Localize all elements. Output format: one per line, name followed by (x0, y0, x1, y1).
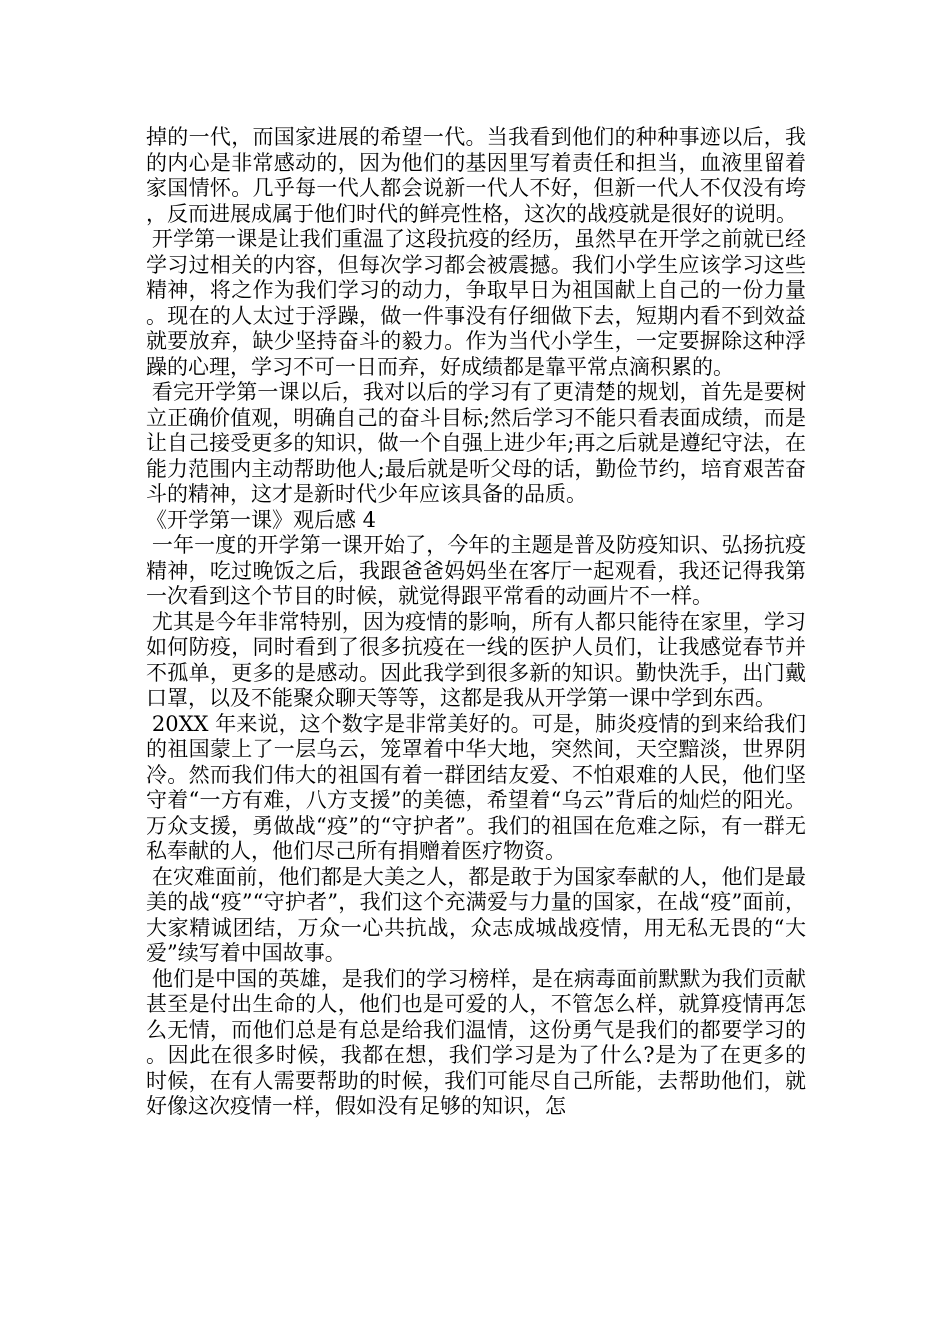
paragraph-6: 20XX 年来说，这个数字是非常美好的。可是，肺炎疫情的到来给我们的祖国蒙上了一层乌云，笼罩着中华大地，突然间，天空黯淡，世界阴冷。然而我们伟大的祖国有着一群团结友爱、不怕艰难的人民，他们坚守着“一方有难，八方支援”的美德，希望着“乌云”背后的灿烂的阳光。万众支援，勇做战“疫”的“守护者”。我们的祖国在危难之际，有一群无私奉献的人，他们尽己所有捐赠着医疗物资。 (146, 711, 806, 863)
document-body (146, 125, 806, 1120)
paragraph-4: 一年一度的开学第一课开始了，今年的主题是普及防疫知识、弘扬抗疫精神，吃过晚饭之后，我跟爸爸妈妈坐在客厅一起观看，我还记得我第一次看到这个节目的时候，就觉得跟平常看的动画片不一样。 (146, 533, 806, 608)
paragraph-5: 尤其是今年非常特别，因为疫情的影响，所有人都只能待在家里，学习如何防疫，同时看到了很多抗疫在一线的医护人员们，让我感觉春节并不孤单，更多的是感动。因此我学到很多新的知识。勤快洗手，出门戴口罩，以及不能聚众聊天等等，这都是我从开学第一课中学到东西。 (146, 609, 806, 710)
paragraph-7: 在灾难面前，他们都是大美之人，都是敢于为国家奉献的人，他们是最美的战“疫”“守护者”，我们这个充满爱与力量的国家，在战“疫”面前，大家精诚团结，万众一心共抗战，众志成城战疫情，用无私无畏的“大爱”续写着中国故事。 (146, 864, 806, 965)
paragraph-1: 掉的一代，而国家进展的希望一代。当我看到他们的种种事迹以后，我的内心是非常感动的，因为他们的基因里写着责任和担当，血液里留着家国情怀。几乎每一代人都会说新一代人不好，但新一代人不仅没有垮，反而进展成属于他们时代的鲜亮性格，这次的战疫就是很好的说明。 (146, 125, 806, 226)
paragraph-3: 看完开学第一课以后，我对以后的学习有了更清楚的规划，首先是要树立正确价值观，明确自己的奋斗目标;然后学习不能只看表面成绩，而是让自己接受更多的知识，做一个自强上进少年;再之后就是遵纪守法，在能力范围内主动帮助他人;最后就是听父母的话，勤俭节约，培育艰苦奋斗的精神，这才是新时代少年应该具备的品质。 (146, 380, 806, 506)
section-heading: 《开学第一课》观后感 4 (146, 507, 377, 532)
paragraph-8: 他们是中国的英雄，是我们的学习榜样，是在病毒面前默默为我们贡献甚至是付出生命的人，他们也是可爱的人，不管怎么样，就算疫情再怎么无情，而他们总是有总是给我们温情，这份勇气是我们的都要学习的。因此在很多时候，我都在想，我们学习是为了什么?是为了在更多的时候，在有人需要帮助的时候，我们可能尽自己所能，去帮助他们，就好像这次疫情一样，假如没有足够的知识，怎 (146, 966, 806, 1118)
paragraph-2: 开学第一课是让我们重温了这段抗疫的经历，虽然早在开学之前就已经学习过相关的内容，但每次学习都会被震撼。我们小学生应该学习这些精神，将之作为我们学习的动力，争取早日为祖国献上自己的一份力量。现在的人太过于浮躁，做一件事没有仔细做下去，短期内看不到效益就要放弃，缺少坚持奋斗的毅力。作为当代小学生，一定要摒除这种浮躁的心理，学习不可一日而弃，好成绩都是靠平常点滴积累的。 (146, 227, 806, 379)
